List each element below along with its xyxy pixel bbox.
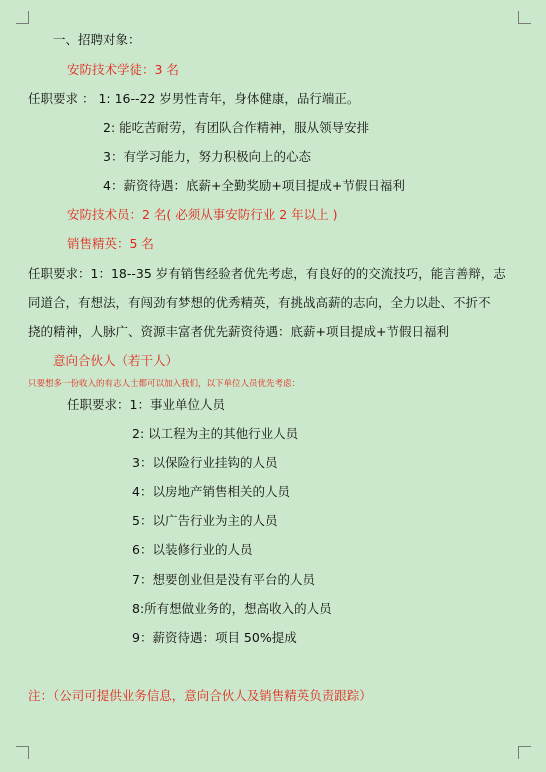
footer-note: 注：（公司可提供业务信息，意向合伙人及销售精英负责跟踪）: [28, 688, 372, 703]
sales-req-line-1: 任职要求：1：18--35 岁有销售经验者优先考虑，有良好的的交流技巧，能言善辩，志: [28, 266, 506, 281]
crop-mark-top-right: [518, 11, 531, 24]
partner-req-5: 5：以广告行业为主的人员: [132, 513, 278, 528]
apprentice-req-1: 任职要求 ： 1: 16--22 岁男性青年，身体健康，品行端正。: [28, 91, 360, 106]
partner-note: 只要想多一份收入的有志人士都可以加入我们，以下单位人员优先考虑：: [28, 379, 301, 389]
partner-req-1: 任职要求：1：事业单位人员: [67, 397, 225, 412]
partner-req-2: 2: 以工程为主的其他行业人员: [132, 426, 299, 441]
crop-mark-bottom-left: [16, 746, 29, 759]
apprentice-req-2: 2: 能吃苦耐劳，有团队合作精神，服从领导安排: [103, 120, 370, 135]
partner-req-9: 9：薪资待遇：项目 50%提成: [132, 630, 297, 645]
technician-title: 安防技术员：2 名( 必须从事安防行业 2 年以上 ): [67, 207, 338, 222]
apprentice-req-3: 3：有学习能力，努力积极向上的心态: [103, 149, 311, 164]
partner-req-8: 8:所有想做业务的，想高收入的人员: [132, 601, 332, 616]
partner-req-6: 6：以装修行业的人员: [132, 542, 253, 557]
apprentice-req-4: 4：薪资待遇：底薪+全勤奖励+项目提成+节假日福利: [103, 178, 405, 193]
apprentice-title: 安防技术学徒：3 名: [67, 62, 179, 77]
partner-req-4: 4：以房地产销售相关的人员: [132, 484, 290, 499]
partner-req-3: 3：以保险行业挂钩的人员: [132, 455, 278, 470]
crop-mark-bottom-right: [518, 746, 531, 759]
sales-req-line-3: 挠的精神，人脉广、资源丰富者优先薪资待遇：底薪+项目提成+节假日福利: [28, 324, 449, 339]
crop-mark-top-left: [16, 11, 29, 24]
partner-title: 意向合伙人（若干人）: [53, 353, 179, 368]
sales-req-line-2: 同道合，有想法，有闯劲有梦想的优秀精英，有挑战高薪的志向，全力以赴、不折不: [28, 295, 491, 310]
section-heading: 一、招聘对象：: [53, 32, 141, 47]
partner-req-7: 7：想要创业但是没有平台的人员: [132, 572, 315, 587]
sales-title: 销售精英：5 名: [67, 236, 154, 251]
